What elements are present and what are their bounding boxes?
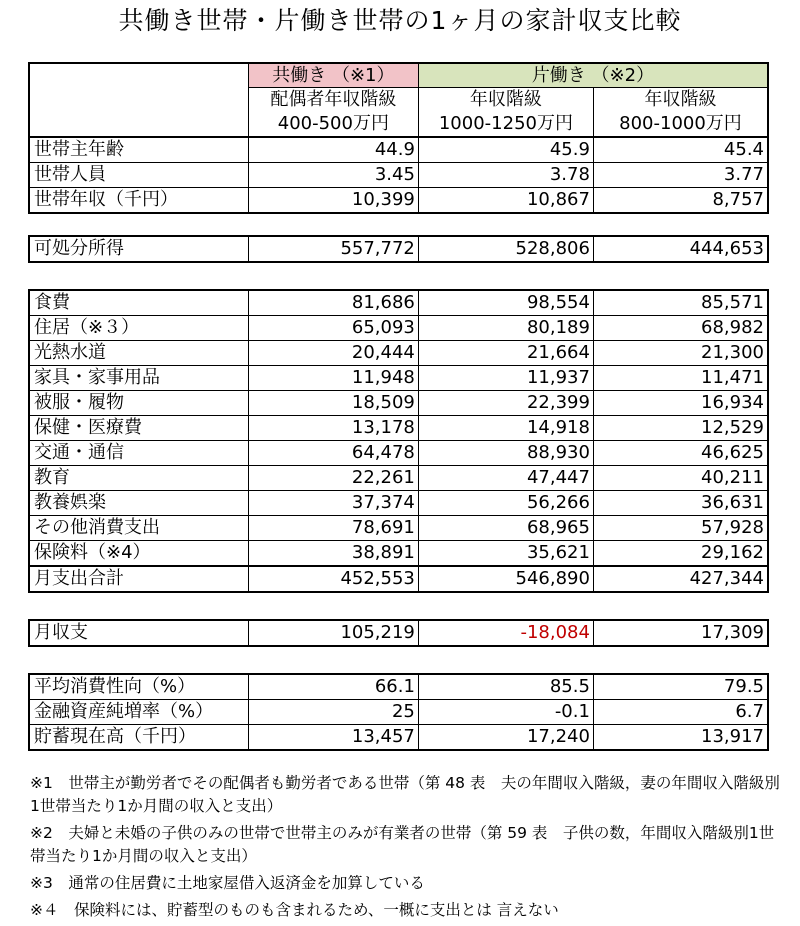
negative-value: -18,084 (418, 621, 593, 645)
header-col2-line1: 年収階級 (418, 88, 593, 112)
table-row: 世帯年収（千円） 10,399 10,867 8,757 (30, 187, 767, 212)
footnote: ※2 夫婦と未婚の子供のみの世帯で世帯主のみが有業者の世帯（第 59 表 子供の数，年間収入階級別1世帯当たり1か月間の収入と支出） (30, 824, 775, 865)
table-row: 教育 22,261 47,447 40,211 (30, 465, 767, 490)
table-row: 保険料（※4） 38,891 35,621 29,162 (30, 540, 767, 565)
table-row: 食費 81,686 98,554 85,571 (30, 291, 767, 315)
table-row: 教養娯楽 37,374 56,266 36,631 (30, 490, 767, 515)
ratios-block (28, 673, 769, 751)
expenses-block (28, 289, 769, 593)
table-row: 住居（※３） 65,093 80,189 68,982 (30, 315, 767, 340)
table-row: 月収支 105,219 -18,084 17,309 (30, 621, 767, 645)
table-row: 保健・医療費 13,178 14,918 12,529 (30, 415, 767, 440)
page-title: 共働き世帯・片働き世帯の1ヶ月の家計収支比較 (118, 6, 682, 35)
table-row: 貯蓄現在高（千円） 13,457 17,240 13,917 (30, 724, 767, 749)
table-row: 被服・履物 18,509 22,399 16,934 (30, 390, 767, 415)
header-dual-income: 共働き （※1） (248, 64, 418, 88)
header-row-group (30, 64, 767, 88)
table-row: 金融資産純増率（%） 25 -0.1 6.7 (30, 699, 767, 724)
footnote: ※3 通常の住居費に土地家屋借入返済金を加算している (30, 874, 425, 892)
monthly-balance-block (28, 619, 769, 647)
footnotes (30, 772, 780, 926)
header-row-range (30, 112, 767, 136)
footnote: ※1 世帯主が勤労者でその配偶者も勤労者である世帯（第 48 表 夫の年間収入階級，妻の年間収入階級別1世帯当たり1か月間の収入と支出） (30, 774, 780, 815)
table-row: 可処分所得 557,772 528,806 444,653 (30, 237, 767, 261)
table-row: 家具・家事用品 11,948 11,937 11,471 (30, 365, 767, 390)
header-row-class (30, 88, 767, 112)
header-col1-line1: 配偶者年収階級 (248, 88, 418, 112)
budget-table (28, 62, 769, 751)
header-blank (30, 64, 248, 88)
table-row: その他消費支出 78,691 68,965 57,928 (30, 515, 767, 540)
table-row: 世帯主年齢 44.9 45.9 45.4 (30, 138, 767, 162)
table-row: 交通・通信 64,478 88,930 46,625 (30, 440, 767, 465)
header-col3-line1: 年収階級 (593, 88, 767, 112)
header-single-income: 片働き （※2） (418, 64, 767, 88)
disposable-income-block (28, 235, 769, 263)
total-row: 月支出合計 452,553 546,890 427,344 (30, 565, 767, 591)
footnote: ※４ 保険料には、貯蓄型のものも含まれるため、一概に支出とは 言えない (30, 901, 559, 919)
table-row: 光熱水道 20,444 21,664 21,300 (30, 340, 767, 365)
header-col2-line2: 1000-1250万円 (418, 112, 593, 136)
header-col1-line2: 400-500万円 (248, 112, 418, 136)
header-col3-line2: 800-1000万円 (593, 112, 767, 136)
table-row: 世帯人員 3.45 3.78 3.77 (30, 162, 767, 187)
table-header (28, 62, 769, 214)
table-row: 平均消費性向（%） 66.1 85.5 79.5 (30, 675, 767, 699)
